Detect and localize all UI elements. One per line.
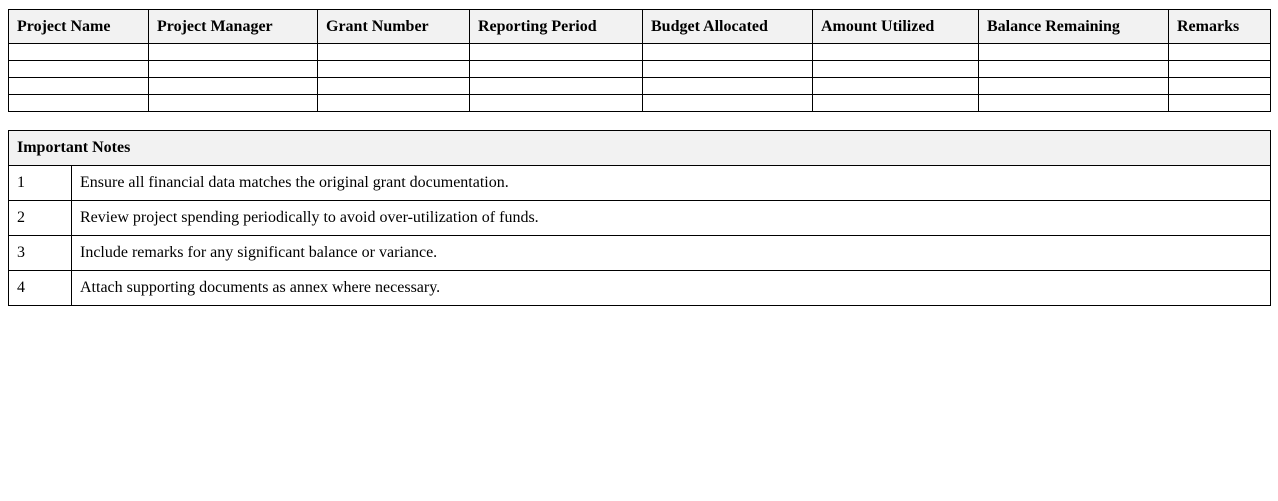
header-reporting-period: Reporting Period <box>470 10 643 44</box>
note-number: 4 <box>9 271 72 306</box>
table-cell[interactable] <box>149 61 318 78</box>
notes-title: Important Notes <box>9 131 1271 166</box>
table-row <box>9 61 1271 78</box>
table-cell[interactable] <box>1169 61 1271 78</box>
important-notes-table <box>8 130 1271 306</box>
table-cell[interactable] <box>643 44 813 61</box>
table-row <box>9 95 1271 112</box>
header-grant-number: Grant Number <box>318 10 470 44</box>
note-text: Include remarks for any significant balance or variance. <box>72 236 1271 271</box>
table-cell[interactable] <box>1169 44 1271 61</box>
table-cell[interactable] <box>318 44 470 61</box>
table-cell[interactable] <box>318 95 470 112</box>
header-remarks: Remarks <box>1169 10 1271 44</box>
table-cell[interactable] <box>643 95 813 112</box>
table-cell[interactable] <box>979 61 1169 78</box>
table-cell[interactable] <box>979 44 1169 61</box>
note-row <box>9 271 1271 306</box>
table-cell[interactable] <box>9 61 149 78</box>
budget-header-row <box>9 10 1271 44</box>
table-row <box>9 44 1271 61</box>
note-text: Attach supporting documents as annex where necessary. <box>72 271 1271 306</box>
table-cell[interactable] <box>149 44 318 61</box>
table-cell[interactable] <box>1169 78 1271 95</box>
header-balance-remaining: Balance Remaining <box>979 10 1169 44</box>
table-cell[interactable] <box>813 95 979 112</box>
header-budget-allocated: Budget Allocated <box>643 10 813 44</box>
table-cell[interactable] <box>643 78 813 95</box>
budget-tracking-table <box>8 9 1271 112</box>
note-number: 3 <box>9 236 72 271</box>
note-number: 1 <box>9 166 72 201</box>
table-cell[interactable] <box>979 95 1169 112</box>
note-number: 2 <box>9 201 72 236</box>
table-cell[interactable] <box>813 78 979 95</box>
table-cell[interactable] <box>318 61 470 78</box>
table-cell[interactable] <box>979 78 1169 95</box>
note-row <box>9 166 1271 201</box>
table-cell[interactable] <box>149 78 318 95</box>
notes-header-row <box>9 131 1271 166</box>
table-cell[interactable] <box>470 95 643 112</box>
note-text: Review project spending periodically to avoid over-utilization of funds. <box>72 201 1271 236</box>
table-cell[interactable] <box>9 44 149 61</box>
note-text: Ensure all financial data matches the original grant documentation. <box>72 166 1271 201</box>
note-row <box>9 201 1271 236</box>
table-cell[interactable] <box>1169 95 1271 112</box>
table-cell[interactable] <box>149 95 318 112</box>
header-amount-utilized: Amount Utilized <box>813 10 979 44</box>
table-cell[interactable] <box>318 78 470 95</box>
table-cell[interactable] <box>813 44 979 61</box>
note-row <box>9 236 1271 271</box>
table-cell[interactable] <box>470 78 643 95</box>
table-cell[interactable] <box>643 61 813 78</box>
table-cell[interactable] <box>9 95 149 112</box>
table-cell[interactable] <box>813 61 979 78</box>
header-project-manager: Project Manager <box>149 10 318 44</box>
table-cell[interactable] <box>9 78 149 95</box>
table-cell[interactable] <box>470 44 643 61</box>
header-project-name: Project Name <box>9 10 149 44</box>
table-cell[interactable] <box>470 61 643 78</box>
table-row <box>9 78 1271 95</box>
